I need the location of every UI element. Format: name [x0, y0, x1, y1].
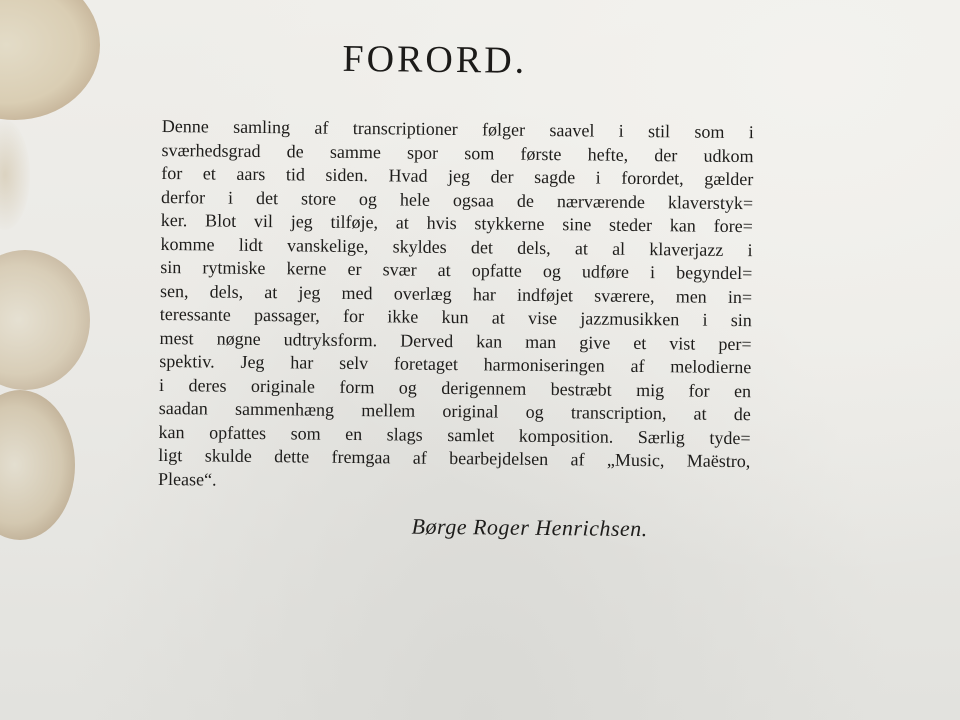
text-line: sin rytmiske kerne er svær at opfatte og udføre i begyndel= [160, 256, 753, 284]
text-line: teressante passager, for ikke kun at vise jazzmusikken i sin [159, 303, 752, 331]
text-line: saadan sammenhæng mellem original og transcription, at de [158, 397, 751, 425]
text-line: ligt skulde dette fremgaa af bearbejdelsen af „Music, Maëstro, [158, 444, 751, 472]
text-line: Denne samling af transcriptioner følger saavel i stil som i [161, 115, 754, 143]
text-line: sen, dels, at jeg med overlæg har indføjet sværere, men in= [159, 280, 753, 307]
text-line: spektiv. Jeg har selv foretaget harmoniseringen af melodierne [159, 350, 752, 378]
text-line: komme lidt vanskelige, skyldes det dels, at al klaverjazz i [160, 233, 753, 260]
text-line: for et aars tid siden. Hvad jeg der sagde i forordet, gælder [161, 162, 754, 190]
text-line: ker. Blot vil jeg tilføje, at hvis stykkerne sine steder kan fore= [160, 209, 753, 237]
text-line: i deres originale form og derigennem bestræbt mig for en [158, 374, 752, 401]
page-title: FORORD. [342, 37, 528, 82]
author-signature: Børge Roger Henrichsen. [411, 513, 648, 542]
text-line: Please“. [158, 468, 217, 490]
foreword-paragraph [158, 115, 754, 497]
text-line: kan opfattes som en slags samlet komposition. Særlig tyde= [158, 421, 751, 448]
text-line: mest nøgne udtryksform. Derved kan man give et vist per= [159, 327, 752, 354]
text-line: sværhedsgrad de samme spor som første hefte, der udkom [161, 139, 754, 166]
text-line: derfor i det store og hele ogsaa de nærværende klaverstyk= [160, 186, 754, 213]
